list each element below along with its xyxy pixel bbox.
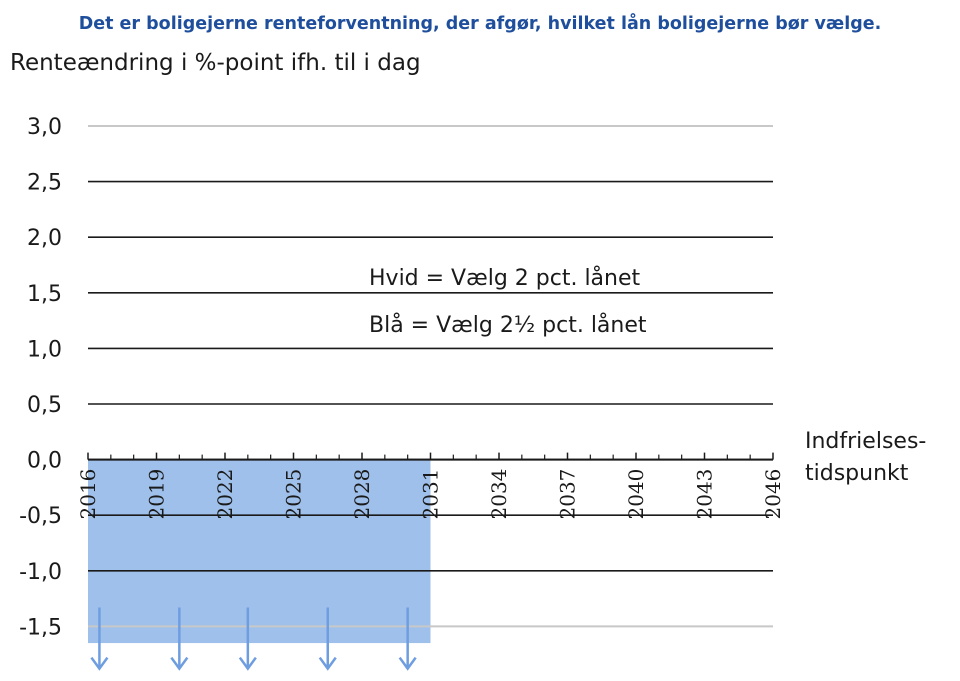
y-tick-label-1: 2,5 xyxy=(27,170,62,196)
x-tick-label-1: 2019 xyxy=(144,468,169,520)
x-tick-label-10: 2046 xyxy=(761,468,785,520)
y-tick-label-7: -0,5 xyxy=(19,504,62,530)
annotation-blaa: Blå = Vælg 2½ pct. lånet xyxy=(369,313,647,338)
x-tick-label-9: 2043 xyxy=(692,468,717,520)
blue-area-region xyxy=(88,460,431,643)
y-tick-label-0: 3,0 xyxy=(27,115,62,140)
x-axis-title-line1: Indfrielses- xyxy=(805,429,927,454)
x-tick-label-6: 2034 xyxy=(487,468,511,520)
y-tick-label-2: 2,0 xyxy=(27,226,62,252)
y-tick-label-6: 0,0 xyxy=(27,448,62,474)
y-tick-label-9: -1,5 xyxy=(19,615,62,641)
x-tick-label-3: 2025 xyxy=(281,468,306,520)
headline: Det er boligejerne renteforventning, der afgør, hvilket lån boligejerne bør vælge. xyxy=(78,14,882,34)
x-tick-label-4: 2028 xyxy=(350,468,374,520)
y-axis-title: Renteændring i %-point ifh. til i dag xyxy=(10,50,421,76)
x-tick-label-5: 2031 xyxy=(418,468,443,520)
x-tick-label-8: 2040 xyxy=(624,468,648,520)
x-tick-label-2: 2022 xyxy=(213,468,237,520)
y-tick-label-8: -1,0 xyxy=(19,559,62,585)
y-tick-label-3: 1,5 xyxy=(27,281,62,307)
y-tick-label-5: 0,5 xyxy=(27,393,62,418)
annotation-hvid: Hvid = Vælg 2 pct. lånet xyxy=(369,266,641,291)
x-axis-title-line2: tidspunkt xyxy=(805,461,909,486)
y-tick-label-4: 1,0 xyxy=(27,337,62,363)
x-tick-label-7: 2037 xyxy=(555,468,580,520)
x-tick-label-0: 2016 xyxy=(76,468,100,520)
